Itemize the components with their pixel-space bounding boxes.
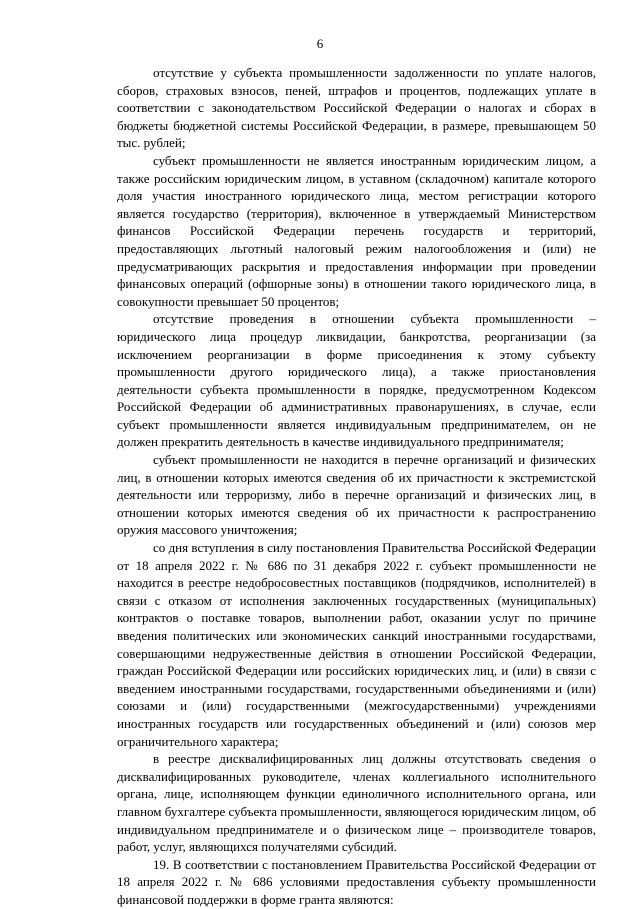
paragraph-no-liquidation: отсутствие проведения в отношении субъекта промышленности – юридического лица процедур ликвидации, банкротства, реорганизации (за исключением реорганизации в форме присоединения к этому субъекту промышленности другого юридического лица), а также приостановления деятельности субъекта промышленности в порядке, предусмотренном Кодексом Российской Федерации об административных правонарушениях, в случае, если субъект промышленности является индивидуальным предпринимателем, он не должен прекратить деятельность в качестве индивидуального предпринимателя;	[117, 311, 596, 450]
paragraph-no-tax-debt: отсутствие у субъекта промышленности задолженности по уплате налогов, сборов, страховых взносов, пеней, штрафов и процентов, подлежащих уплате в соответствии с законодательством Российской Федерации о налогах и сборах в бюджеты бюджетной системы Российской Федерации, в размере, превышающем 50 тыс. рублей;	[117, 65, 596, 151]
document-body	[117, 64, 596, 909]
paragraph-not-extremist-list: субъект промышленности не находится в перечне организаций и физических лиц, в отношении которых имеются сведения об их причастности к экстремистской деятельности или терроризму, либо в перечне организаций и физических лиц, в отношении которых имеются сведения об их причастности к распространению оружия массового уничтожения;	[117, 452, 596, 538]
paragraph-disqualified-persons: в реестре дисквалифицированных лиц должны отсутствовать сведения о дисквалифицированных руководителе, членах коллегиального исполнительного органа, лице, исполняющем функции единоличного исполнительного органа, или главном бухгалтере субъекта промышленности, являющегося юридическим лицом, об индивидуальном предпринимателе и о физическом лице – производителе товаров, работ, услуг, являющихся получателями субсидий.	[117, 751, 596, 855]
paragraph-item-19: 19. В соответствии с постановлением Правительства Российской Федерации от 18 апреля 2022 г. № 686 условиями предоставления субъекту промышленности финансовой поддержки в форме гранта являются:	[117, 856, 596, 907]
paragraph-not-unfair-suppliers: со дня вступления в силу постановления Правительства Российской Федерации от 18 апреля 2022 г. № 686 по 31 декабря 2022 г. субъект промышленности не находится в реестре недобросовестных поставщиков (подрядчиков, исполнителей) в связи с отказом от исполнения заключенных государственных (муниципальных) контрактов о поставке товаров, выполнении работ, оказании услуг по причине введения политических или экономических санкций иностранными государствами, совершающими недружественные действия в отношении Российской Федерации, граждан Российской Федерации или российских юридических лиц, и (или) в связи с введением иностранными государствами, государственными объединениями и (или) союзами и (или) государственными (межгосударственными) учреждениями иностранных государств или государственных объединений и (или) союзов мер ограничительного характера;	[117, 540, 596, 749]
page-number: 6	[316, 36, 324, 51]
paragraph-not-foreign-entity: субъект промышленности не является иностранным юридическим лицом, а также российским юридическим лицом, в уставном (складочном) капитале которого доля участия иностранного юридического лица, местом регистрации которого является государство (территория), включенное в утверждаемый Министерством финансов Российской Федерации перечень государств и территорий, предоставляющих льготный налоговый режим налогообложения и (или) не предусматривающих раскрытия и предоставления информации при проведении финансовых операций (офшорные зоны) в отношении такого юридического лица, в совокупности превышает 50 процентов;	[117, 152, 596, 309]
